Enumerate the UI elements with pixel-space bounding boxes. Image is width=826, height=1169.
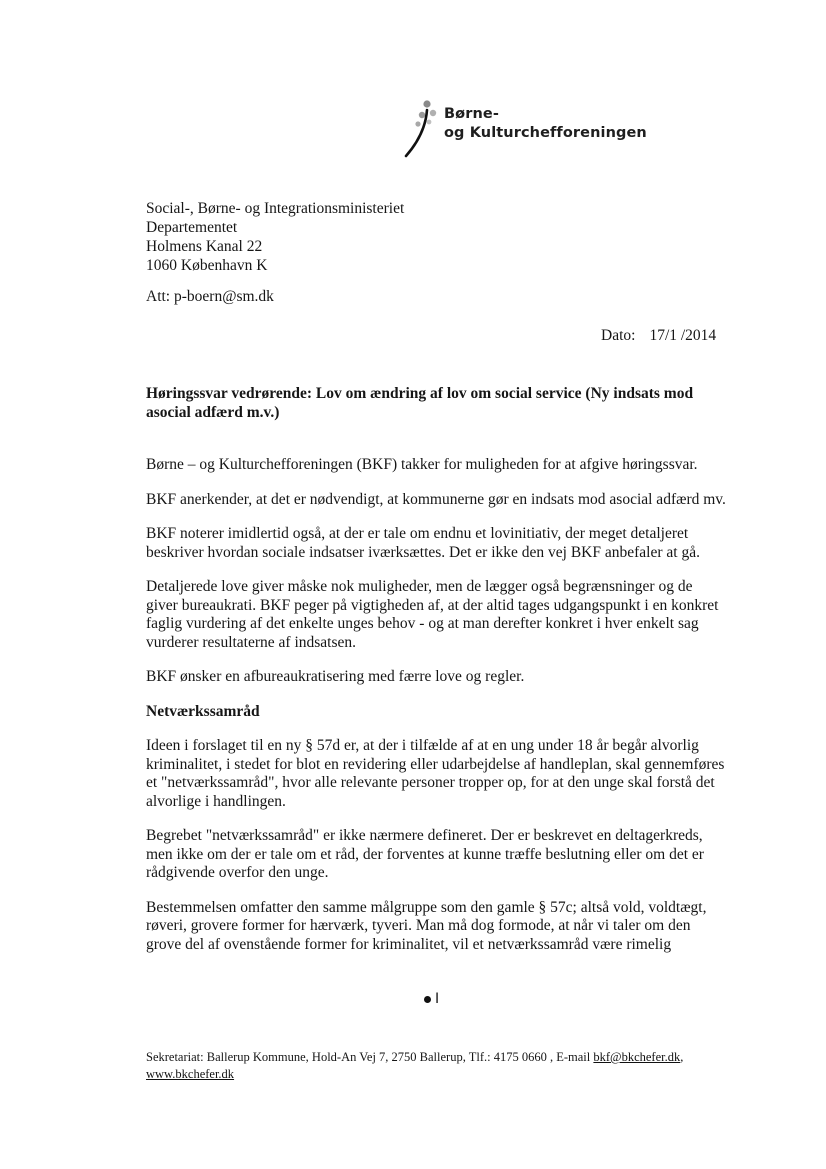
attention-line: Att: p-boern@sm.dk bbox=[146, 288, 274, 305]
paragraph: BKF ønsker en afbureaukratisering med færre love og regler. bbox=[146, 668, 525, 685]
paragraph: Begrebet "netværkssamråd" er ikke nærmere defineret. Der er beskrevet en deltagerkreds, men ikke om der er tale om et råd, der forventes at kunne træffe beslutning eller om det er rådgivende overfor den unge. bbox=[146, 827, 704, 881]
footer-separator: , bbox=[680, 1050, 684, 1064]
subject-heading: Høringssvar vedrørende: Lov om ændring af lov om social service (Ny indsats mod asocial adfærd m.v.) bbox=[146, 385, 694, 421]
paragraph: BKF noterer imidlertid også, at der er tale om endnu et lovinitiativ, der meget detaljeret beskriver hvordan sociale indsatser iværksættes. Det er ikke den vej BKF anbefaler at gå. bbox=[146, 525, 700, 561]
address-line: Holmens Kanal 22 bbox=[146, 238, 263, 255]
paragraph: Børne – og Kulturchefforeningen (BKF) takker for muligheden for at afgive høringssvar. bbox=[146, 456, 698, 473]
logo-mark-icon bbox=[400, 96, 444, 162]
recipient-address bbox=[146, 199, 404, 275]
address-line: Social-, Børne- og Integrationsministeriet bbox=[146, 200, 405, 217]
section-heading: Netværkssamråd bbox=[146, 702, 260, 720]
page-marker-text: I bbox=[435, 991, 440, 1007]
date-line bbox=[601, 327, 716, 345]
paragraph: Bestemmelsen omfatter den samme målgruppe som den gamle § 57c; altså vold, voldtægt, røveri, grovere former for hærværk, tyveri. Man må dog formode, at når vi taler om den grove del af ovenstående former for kriminalitet, vil et netværkssamråd være rimelig bbox=[146, 898, 707, 953]
address-line: 1060 København K bbox=[146, 257, 268, 274]
logo-text-line1: Børne- bbox=[444, 106, 499, 122]
letter-body bbox=[146, 456, 726, 970]
page-marker bbox=[424, 991, 439, 1007]
address-line: Departementet bbox=[146, 219, 238, 236]
footer-email-link[interactable]: bkf@bkchefer.dk bbox=[593, 1050, 681, 1064]
paragraph: BKF anerkender, at det er nødvendigt, at kommunerne gør en indsats mod asocial adfærd mv. bbox=[146, 490, 726, 508]
bullet-dot-icon bbox=[424, 996, 431, 1003]
logo-text-line2: og Kulturchefforeningen bbox=[444, 125, 647, 141]
footer-text: Sekretariat: Ballerup Kommune, Hold-An Vej 7, 2750 Ballerup, Tlf.: 4175 0660 , E-mail bbox=[146, 1050, 594, 1064]
date-value: 17/1 /2014 bbox=[649, 327, 717, 344]
logo bbox=[400, 96, 660, 162]
paragraph: Ideen i forslaget til en ny § 57d er, at der i tilfælde af at en ung under 18 år begår alvorlig kriminalitet, i stedet for blot en revidering eller udarbejdelse af handleplan, skal gennemføres et "netværkssamråd", hvor alle relevante personer tropper op, for at den unge skal forstå det alvorlige i handlingen. bbox=[146, 737, 725, 810]
footer bbox=[146, 1049, 726, 1083]
date-label: Dato: bbox=[601, 327, 636, 344]
paragraph: Detaljerede love giver måske nok muligheder, men de lægger også begrænsninger og de giver bureaukrati. BKF peger på vigtigheden af, at der altid tages udgangspunkt i en konkret faglig vurdering af det enkelte unges behov - og at man derefter konkret i hver enkelt sag vurderer resultaterne af indsatsen. bbox=[146, 578, 719, 651]
footer-website-link[interactable]: www.bkchefer.dk bbox=[146, 1067, 235, 1081]
